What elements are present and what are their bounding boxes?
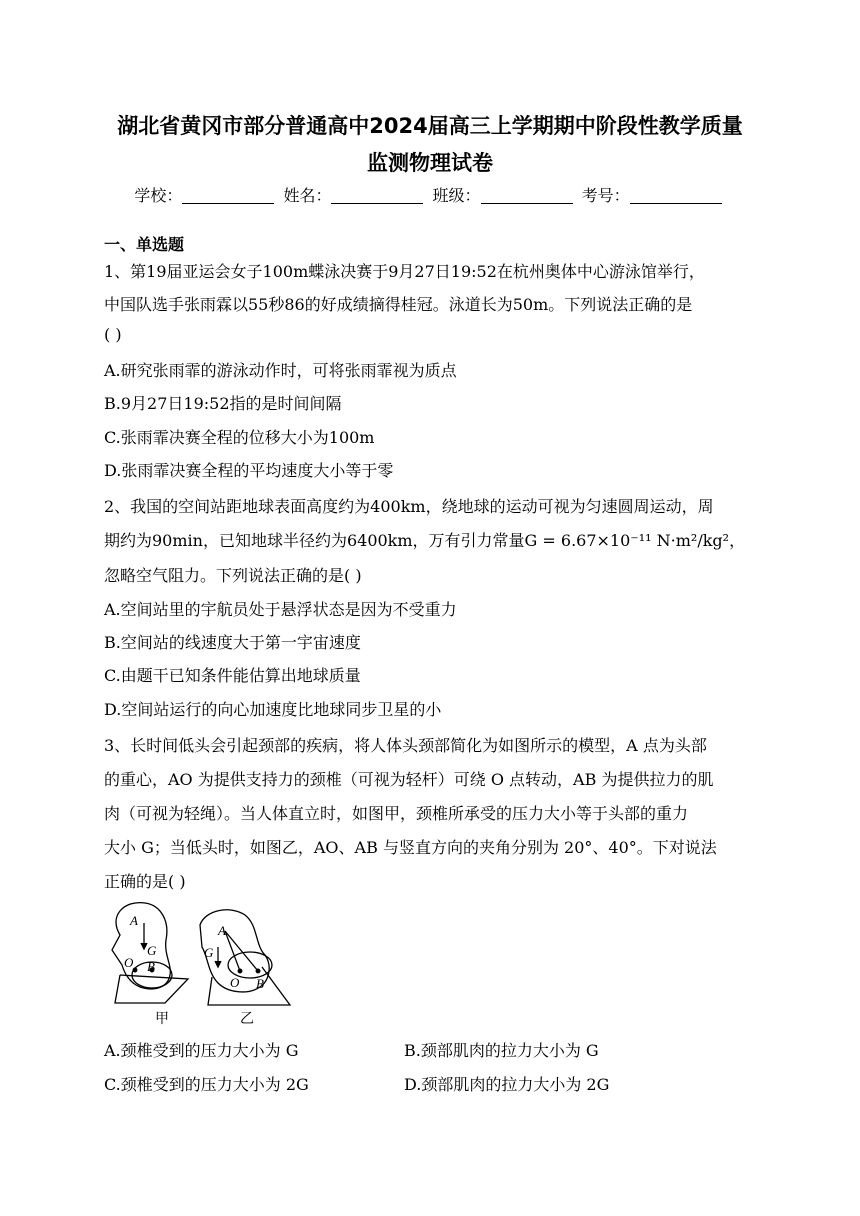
school-label: 学校：	[134, 186, 183, 205]
q1-line2: 中国队选手张雨霖以55秒86的好成绩摘得桂冠。泳道长为50m。下列说法正确的是	[104, 295, 693, 314]
q3-option-b[interactable]: B.颈部肌肉的拉力大小为 G	[404, 1041, 599, 1060]
q2-line2: 期约为90min，已知地球半径约为6400km，万有引力常量G = 6.67×10⁻¹¹ N·m²/kg²，	[104, 531, 746, 550]
svg-text:B: B	[147, 959, 155, 974]
name-label: 姓名：	[283, 186, 332, 205]
student-info	[0, 183, 860, 206]
svg-text:O: O	[124, 955, 134, 970]
figure-label-jia: 甲	[155, 1011, 169, 1027]
class-blank[interactable]	[481, 189, 573, 204]
svg-text:B: B	[256, 976, 264, 991]
q3-option-c[interactable]: C.颈椎受到的压力大小为 2G	[104, 1075, 309, 1094]
number-blank[interactable]	[630, 189, 722, 204]
figure-yi	[200, 910, 290, 1005]
name-blank[interactable]	[331, 189, 423, 204]
q3-line5: 正确的是( )	[104, 872, 186, 891]
q2-option-c[interactable]: C.由题干已知条件能估算出地球质量	[104, 666, 361, 685]
q1-option-d[interactable]: D.张雨霏决赛全程的平均速度大小等于零	[104, 461, 394, 480]
q1-option-a[interactable]: A.研究张雨霏的游泳动作时，可将张雨霏视为质点	[104, 361, 457, 380]
q2-line3: 忽略空气阻力。下列说法正确的是( )	[104, 566, 362, 585]
neck-model-figure	[100, 895, 310, 1030]
number-label: 考号：	[581, 186, 630, 205]
section-heading: 一、单选题	[104, 235, 185, 254]
q1-line1: 1、第19届亚运会女子100m蝶泳决赛于9月27日19:52在杭州奥体中心游泳馆举行，	[104, 262, 705, 281]
figure-label-yi: 乙	[240, 1011, 254, 1027]
svg-text:G: G	[147, 943, 157, 958]
exam-title-line2: 监测物理试卷	[367, 151, 493, 175]
q3-option-a[interactable]: A.颈椎受到的压力大小为 G	[104, 1041, 299, 1060]
school-blank[interactable]	[182, 189, 274, 204]
svg-text:O: O	[230, 975, 240, 990]
class-label: 班级：	[432, 186, 481, 205]
q2-line1: 2、我国的空间站距地球表面高度约为400km，绕地球的运动可视为匀速圆周运动，周	[104, 497, 714, 516]
q2-option-d[interactable]: D.空间站运行的向心加速度比地球同步卫星的小	[104, 700, 442, 719]
svg-text:G: G	[204, 945, 214, 960]
q3-line1: 3、长时间低头会引起颈部的疾病，将人体头颈部简化为如图所示的模型，A 点为头部	[104, 736, 707, 755]
svg-text:A: A	[218, 923, 226, 938]
exam-title-line1: 湖北省黄冈市部分普通高中2024届高三上学期期中阶段性教学质量	[117, 114, 743, 138]
q2-option-b[interactable]: B.空间站的线速度大于第一宇宙速度	[104, 633, 361, 652]
svg-text:A: A	[130, 913, 138, 928]
q1-line3: ( )	[104, 325, 122, 344]
q3-option-d[interactable]: D.颈部肌肉的拉力大小为 2G	[404, 1075, 610, 1094]
q3-line3: 肉（可视为轻绳）。当人体直立时，如图甲，颈椎所承受的压力大小等于头部的重力	[104, 804, 689, 823]
q1-option-c[interactable]: C.张雨霏决赛全程的位移大小为100m	[104, 428, 375, 447]
q3-line2: 的重心，AO 为提供支持力的颈椎（可视为轻杆）可绕 O 点转动，AB 为提供拉力的肌	[104, 770, 714, 789]
q3-line4: 大小 G；当低头时，如图乙，AO、AB 与竖直方向的夹角分别为 20°、40°。下对说法	[104, 838, 717, 857]
q2-option-a[interactable]: A.空间站里的宇航员处于悬浮状态是因为不受重力	[104, 600, 457, 619]
q1-option-b[interactable]: B.9月27日19:52指的是时间间隔	[104, 394, 342, 413]
